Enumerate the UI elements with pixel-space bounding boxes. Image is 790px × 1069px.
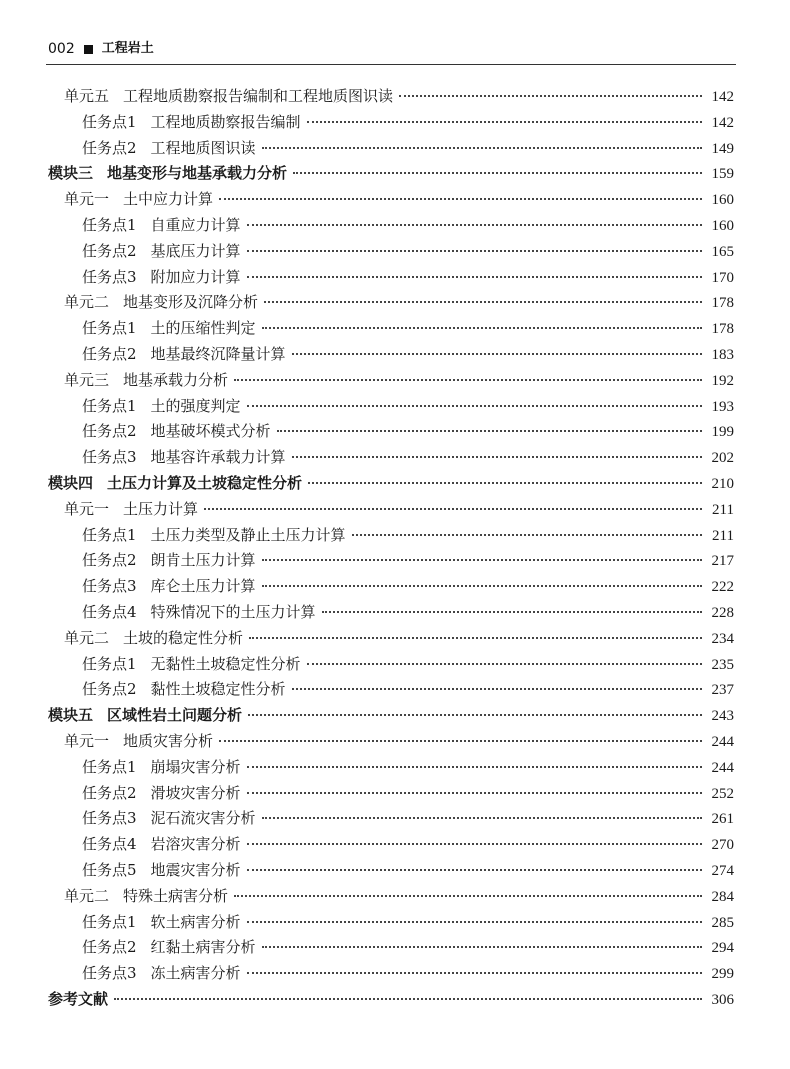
toc-entry-label: [64, 368, 228, 394]
toc-entry-page-number: 193: [711, 398, 734, 415]
dot-leader: [234, 895, 702, 897]
toc-entry-page-number: 165: [711, 243, 734, 260]
toc-entry-page-number: 285: [711, 914, 734, 931]
toc-entry-title: 附加应力计算: [150, 267, 241, 286]
table-of-contents: [0, 84, 790, 1013]
toc-entry-label: [64, 290, 258, 316]
toc-entry-label: [82, 445, 286, 471]
toc-entry-title: 朗肯土压力计算: [150, 551, 256, 570]
toc-entry-page-number: 211: [712, 501, 734, 518]
toc-entry-title: 泥石流灾害分析: [150, 809, 256, 828]
toc-entry-page-number: 274: [711, 862, 734, 879]
toc-entry-task[interactable]: [0, 523, 790, 549]
toc-entry-title: 工程地质勘察报告编制: [150, 112, 301, 131]
toc-entry-title: 土压力类型及静止土压力计算: [150, 525, 346, 544]
running-header: [48, 40, 154, 58]
toc-entry-unit[interactable]: [0, 626, 790, 652]
toc-entry-task[interactable]: [0, 136, 790, 162]
toc-entry-label: [82, 239, 241, 265]
toc-entry-title: 特殊土病害分析: [123, 886, 229, 905]
toc-entry-label: [82, 316, 256, 342]
toc-entry-label: [82, 652, 301, 678]
toc-entry-task[interactable]: [0, 935, 790, 961]
dot-leader: [262, 585, 702, 587]
toc-entry-title: 参考文献: [48, 989, 109, 1008]
toc-entry-title: 工程地质图识读: [150, 138, 256, 157]
dot-leader: [262, 559, 702, 561]
toc-entry-page-number: 244: [711, 759, 734, 776]
toc-entry-number: 单元二: [64, 628, 110, 647]
dot-leader: [234, 379, 702, 381]
toc-entry-number: 模块四: [48, 473, 94, 492]
toc-entry-title: 黏性土坡稳定性分析: [150, 680, 286, 699]
toc-entry-unit[interactable]: [0, 729, 790, 755]
toc-entry-task[interactable]: [0, 781, 790, 807]
toc-entry-number: 任务点4: [82, 835, 137, 854]
toc-entry-task[interactable]: [0, 445, 790, 471]
toc-entry-page-number: 149: [711, 140, 734, 157]
toc-entry-page-number: 244: [711, 733, 734, 750]
toc-entry-unit[interactable]: [0, 884, 790, 910]
dot-leader: [277, 430, 702, 432]
toc-entry-title: 岩溶灾害分析: [150, 835, 241, 854]
toc-entry-label: [82, 265, 241, 291]
toc-entry-page-number: 170: [711, 269, 734, 286]
toc-entry-module[interactable]: [0, 161, 790, 187]
toc-entry-label: [64, 729, 213, 755]
toc-entry-number: 任务点1: [82, 654, 137, 673]
toc-entry-number: 任务点2: [82, 783, 137, 802]
toc-entry-task[interactable]: [0, 574, 790, 600]
toc-entry-number: 任务点2: [82, 138, 137, 157]
dot-leader: [247, 921, 702, 923]
dot-leader: [247, 276, 702, 278]
dot-leader: [247, 224, 702, 226]
toc-entry-title: 土压力计算: [123, 499, 199, 518]
toc-entry-task[interactable]: [0, 394, 790, 420]
toc-entry-title: 土压力计算及土坡稳定性分析: [107, 473, 303, 492]
toc-entry-page-number: 178: [711, 295, 734, 312]
toc-entry-page-number: 183: [711, 346, 734, 363]
toc-entry-number: 任务点2: [82, 241, 137, 260]
toc-entry-number: 任务点4: [82, 602, 137, 621]
toc-entry-page-number: 306: [711, 991, 734, 1008]
dot-leader: [262, 817, 702, 819]
header-rule: [46, 64, 736, 65]
toc-entry-module[interactable]: [0, 471, 790, 497]
dot-leader: [262, 946, 702, 948]
toc-entry-label: [82, 574, 256, 600]
toc-entry-number: 单元三: [64, 370, 110, 389]
toc-entry-task[interactable]: [0, 548, 790, 574]
dot-leader: [247, 405, 702, 407]
toc-entry-task[interactable]: [0, 419, 790, 445]
dot-leader: [219, 740, 702, 742]
toc-entry-task[interactable]: [0, 265, 790, 291]
toc-entry-task[interactable]: [0, 600, 790, 626]
toc-entry-task[interactable]: [0, 239, 790, 265]
dot-leader: [262, 147, 702, 149]
toc-entry-title: 地震灾害分析: [150, 860, 241, 879]
toc-entry-title: 滑坡灾害分析: [150, 783, 241, 802]
toc-entry-label: [82, 600, 316, 626]
toc-entry-label: [64, 84, 393, 110]
toc-entry-label: [82, 755, 241, 781]
toc-entry-page-number: 237: [711, 682, 734, 699]
toc-entry-page-number: 192: [711, 372, 734, 389]
toc-entry-title: 土坡的稳定性分析: [123, 628, 244, 647]
toc-entry-title: 地质灾害分析: [123, 731, 214, 750]
toc-entry-label: [82, 935, 256, 961]
toc-entry-title: 红黏土病害分析: [150, 938, 256, 957]
toc-entry-title: 土的强度判定: [150, 396, 241, 415]
toc-entry-title: 土的压缩性判定: [150, 319, 256, 338]
toc-entry-title: 自重应力计算: [150, 215, 241, 234]
toc-entry-page-number: 252: [711, 785, 734, 802]
toc-entry-unit[interactable]: [0, 497, 790, 523]
dot-leader: [114, 998, 702, 1000]
toc-entry-title: 地基最终沉降量计算: [150, 344, 286, 363]
toc-entry-task[interactable]: [0, 755, 790, 781]
dot-leader: [247, 250, 702, 252]
toc-entry-page-number: 210: [711, 475, 734, 492]
toc-entry-page-number: 222: [711, 579, 734, 596]
toc-entry-unit[interactable]: [0, 187, 790, 213]
toc-entry-label: [64, 884, 228, 910]
toc-entry-page-number: 217: [711, 553, 734, 570]
toc-entry-task[interactable]: [0, 910, 790, 936]
toc-entry-title: 库仑土压力计算: [150, 577, 256, 596]
toc-entry-page-number: 199: [711, 424, 734, 441]
toc-entry-task[interactable]: [0, 316, 790, 342]
header-page-number: 002: [48, 41, 75, 57]
dot-leader: [247, 843, 702, 845]
toc-entry-number: 任务点5: [82, 860, 137, 879]
dot-leader: [322, 611, 702, 613]
toc-entry-label: [82, 832, 241, 858]
dot-leader: [262, 327, 702, 329]
toc-entry-number: 单元一: [64, 731, 110, 750]
toc-entry-number: 模块五: [48, 706, 94, 725]
toc-entry-label: [82, 342, 286, 368]
toc-entry-task[interactable]: [0, 832, 790, 858]
toc-entry-label: [82, 110, 301, 136]
dot-leader: [293, 172, 702, 174]
toc-entry-unit[interactable]: [0, 290, 790, 316]
toc-entry-title: 无黏性土坡稳定性分析: [150, 654, 301, 673]
toc-entry-page-number: 142: [711, 114, 734, 131]
toc-entry-label: [82, 394, 241, 420]
toc-entry-page-number: 160: [711, 192, 734, 209]
toc-entry-title: 冻土病害分析: [150, 964, 241, 983]
toc-entry-module[interactable]: [0, 703, 790, 729]
dot-leader: [247, 766, 702, 768]
toc-entry-page-number: 142: [711, 89, 734, 105]
toc-entry-number: 任务点2: [82, 680, 137, 699]
toc-entry-number: 单元一: [64, 190, 110, 209]
toc-entry-title: 地基变形及沉降分析: [123, 293, 259, 312]
toc-entry-unit[interactable]: [0, 84, 790, 110]
toc-entry-title: 地基承载力分析: [123, 370, 229, 389]
toc-entry-title: 地基破坏模式分析: [150, 422, 271, 441]
toc-entry-task[interactable]: [0, 652, 790, 678]
dot-leader: [247, 792, 702, 794]
toc-entry-label: [64, 497, 198, 523]
toc-entry-label: [82, 858, 241, 884]
dot-leader: [264, 301, 702, 303]
toc-entry-page-number: 228: [711, 604, 734, 621]
toc-entry-number: 任务点1: [82, 396, 137, 415]
toc-entry-number: 任务点1: [82, 112, 137, 131]
dot-leader: [307, 121, 702, 123]
toc-entry-task[interactable]: [0, 858, 790, 884]
toc-entry-label: [82, 961, 241, 987]
toc-entry-page-number: 178: [711, 321, 734, 338]
toc-entry-title: 软土病害分析: [150, 912, 241, 931]
toc-entry-page-number: 211: [712, 527, 734, 544]
toc-entry-number: 任务点1: [82, 319, 137, 338]
toc-entry-label: [82, 523, 346, 549]
toc-entry-task[interactable]: [0, 110, 790, 136]
dot-leader: [352, 534, 702, 536]
toc-entry-number: 任务点3: [82, 809, 137, 828]
toc-entry-task[interactable]: [0, 806, 790, 832]
toc-entry-title: 区域性岩土问题分析: [107, 706, 243, 725]
toc-entry-number: 任务点1: [82, 215, 137, 234]
dot-leader: [308, 482, 702, 484]
dot-leader: [219, 198, 702, 200]
dot-leader: [307, 663, 702, 665]
toc-entry-number: 任务点2: [82, 344, 137, 363]
toc-entry-page-number: 284: [711, 888, 734, 905]
toc-entry-title: 地基容许承载力计算: [150, 448, 286, 467]
toc-entry-label: [48, 987, 108, 1013]
toc-entry-number: 任务点2: [82, 551, 137, 570]
dot-leader: [247, 972, 702, 974]
toc-entry-number: 任务点3: [82, 577, 137, 596]
toc-entry-title: 土中应力计算: [123, 190, 214, 209]
toc-entry-ref[interactable]: [0, 987, 790, 1013]
toc-entry-label: [82, 419, 271, 445]
toc-entry-page-number: 270: [711, 837, 734, 854]
toc-entry-label: [64, 626, 243, 652]
toc-entry-label: [82, 781, 241, 807]
toc-entry-unit[interactable]: [0, 368, 790, 394]
toc-entry-number: 单元五: [64, 87, 110, 105]
dot-leader: [247, 869, 702, 871]
header-book-title: 工程岩土: [101, 41, 154, 56]
toc-entry-label: [82, 677, 286, 703]
toc-entry-title: 工程地质勘察报告编制和工程地质图识读: [123, 87, 394, 105]
toc-entry-number: 任务点1: [82, 912, 137, 931]
toc-entry-page-number: 261: [711, 811, 734, 828]
toc-entry-label: [82, 548, 256, 574]
toc-entry-number: 单元二: [64, 886, 110, 905]
dot-leader: [204, 508, 702, 510]
toc-entry-title: 崩塌灾害分析: [150, 757, 241, 776]
toc-entry-task[interactable]: [0, 342, 790, 368]
toc-entry-number: 任务点3: [82, 964, 137, 983]
toc-entry-page-number: 234: [711, 630, 734, 647]
toc-entry-label: [48, 471, 302, 497]
toc-entry-number: 任务点3: [82, 448, 137, 467]
toc-entry-number: 任务点3: [82, 267, 137, 286]
toc-entry-label: [48, 161, 287, 187]
dot-leader: [292, 353, 702, 355]
toc-entry-number: 单元二: [64, 293, 110, 312]
toc-entry-label: [64, 187, 213, 213]
toc-entry-label: [82, 213, 241, 239]
toc-entry-page-number: 159: [711, 166, 734, 183]
dot-leader: [292, 688, 702, 690]
dot-leader: [292, 456, 702, 458]
header-square-icon: [84, 45, 93, 54]
dot-leader: [249, 637, 702, 639]
toc-entry-page-number: 243: [711, 708, 734, 725]
toc-entry-title: 特殊情况下的土压力计算: [150, 602, 316, 621]
toc-entry-page-number: 294: [711, 940, 734, 957]
toc-entry-label: [82, 136, 256, 162]
toc-entry-page-number: 160: [711, 217, 734, 234]
toc-entry-page-number: 235: [711, 656, 734, 673]
toc-entry-task[interactable]: [0, 677, 790, 703]
toc-entry-number: 任务点1: [82, 757, 137, 776]
toc-entry-page-number: 299: [711, 966, 734, 983]
toc-entry-title: 地基变形与地基承载力分析: [107, 164, 288, 183]
toc-entry-number: 单元一: [64, 499, 110, 518]
toc-entry-number: 任务点1: [82, 525, 137, 544]
toc-entry-label: [82, 806, 256, 832]
toc-entry-task[interactable]: [0, 213, 790, 239]
toc-entry-task[interactable]: [0, 961, 790, 987]
toc-entry-number: 任务点2: [82, 938, 137, 957]
toc-entry-label: [48, 703, 242, 729]
toc-entry-title: 基底压力计算: [150, 241, 241, 260]
toc-entry-number: 任务点2: [82, 422, 137, 441]
dot-leader: [248, 714, 702, 716]
toc-entry-page-number: 202: [711, 450, 734, 467]
toc-entry-number: 模块三: [48, 164, 94, 183]
toc-entry-label: [82, 910, 241, 936]
dot-leader: [399, 95, 702, 97]
